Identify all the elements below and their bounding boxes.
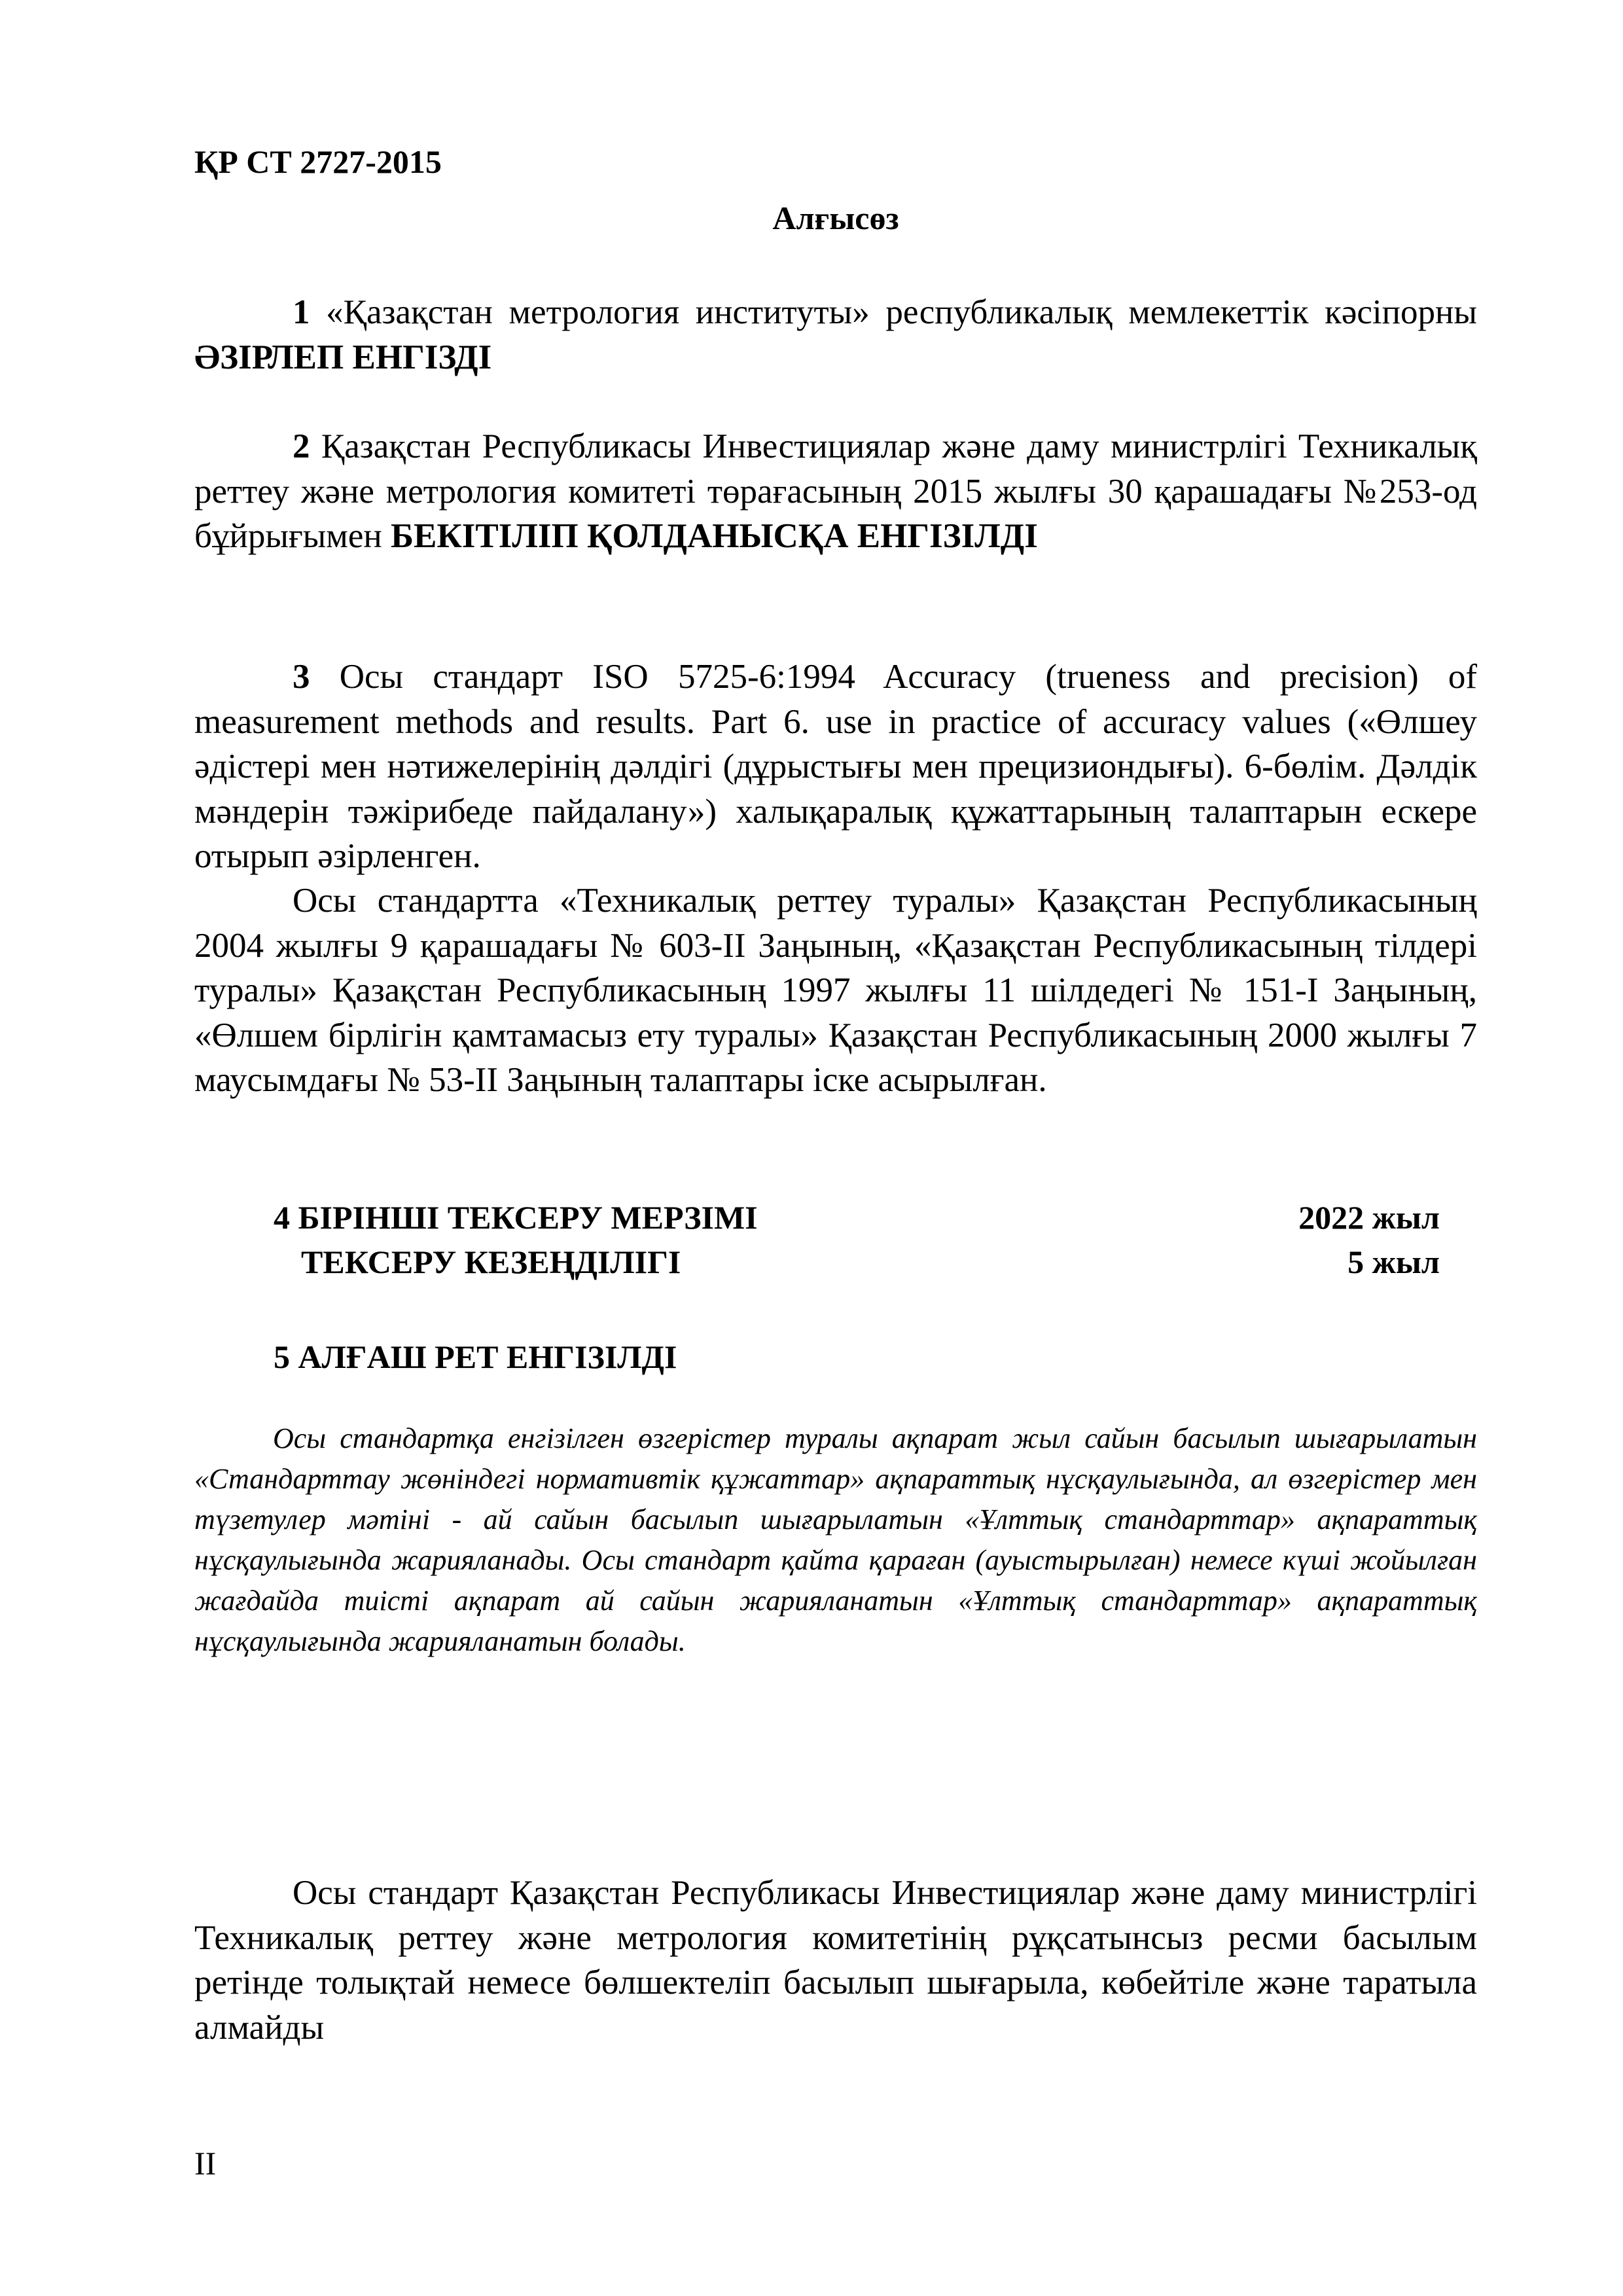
item-3-legal-paragraph: Осы стандартта «Техникалық реттеу туралы» Қазақстан Республикасының 2004 жылғы 9 қарашадағы № 603-II Заңының, «Қазақстан Республикасының тілдері туралы» Қазақстан Республикасының 1997 жылғы 11 шілдедегі № 151-I Заңының, «Өлшем бірлігін қамтамасыз ету туралы» Қазақстан Республикасының 2000 жылғы 7 маусымдағы № 53-II Заңының талаптары іске асырылған.: [194, 882, 1477, 1099]
page-number: II: [194, 2145, 217, 2181]
first-check-row: [274, 1194, 1440, 1240]
item-1-number: 1: [293, 293, 310, 331]
first-check-label: 4 БІРІНШІ ТЕКСЕРУ МЕРЗІМІ: [274, 1199, 758, 1236]
item-3-number: 3: [293, 658, 310, 696]
item-1-text: «Қазақстан метрология институты» республикалық мемлекеттік кәсіпорны: [326, 293, 1477, 331]
item-2-text: Қазақстан Республикасы Инвестициялар және даму министрлігі Техникалық реттеу және метрология комитеті төрағасының 2015 жылғы 30 қарашадағы №253-од бұйрығымен: [194, 427, 1478, 555]
item-2-paragraph: [194, 424, 1477, 559]
check-period-row: [274, 1239, 1440, 1285]
document-code: ҚР СТ 2727-2015: [194, 143, 442, 180]
changes-note: Осы стандартқа енгізілген өзгерістер туралы ақпарат жыл сайын басылып шығарылатын «Стандарттау жөніндегі нормативтік құжаттар» ақпараттық нұсқаулығында, ал өзгерістер мен түзетулер мәтіні - ай сайын басылып шығарылатын «Ұлттық стандарттар» ақпараттық нұсқаулығында жарияланады. Осы стандарт қайта қараған (ауыстырылған) немесе күші жойылған жағдайда тиісті ақпарат ай сайын жарияланатын «Ұлттық стандарттар» ақпараттық нұсқаулығында жарияланатын болады.: [194, 1422, 1477, 1657]
check-period-label: ТЕКСЕРУ КЕЗЕҢДІЛІГІ: [301, 1244, 681, 1280]
item-1-paragraph: [194, 290, 1477, 380]
copyright-paragraph: Осы стандарт Қазақстан Республикасы Инвестициялар және даму министрлігі Техникалық реттеу және метрология комитетінің рұқсатынсыз ресми басылым ретінде толықтай немесе бөлшектеліп басылып шығарыла, көбейтіле және таратыла алмайды: [194, 1874, 1477, 2047]
item-3-text: Осы стандарт ISO 5725-6:1994 Accuracy (trueness and precision) of measurement methods and results. Part 6. use in practice of accuracy values («Өлшеу әдістері мен нәтижелерінің дәлдігі (дұрыстығы мен прецизиондығы). 6-бөлім. Дәлдік мәндерін тәжірибеде пайдалану») халықаралық құжаттарының талаптарын ескере отырып әзірленген.: [194, 658, 1478, 875]
item-2-emphasis: БЕКІТІЛІП ҚОЛДАНЫСҚА ЕНГІЗІЛДІ: [390, 517, 1038, 555]
foreword-heading: Алғысөз: [772, 200, 899, 236]
first-check-value: 2022 жыл: [1298, 1199, 1440, 1236]
item-2-number: 2: [293, 427, 310, 465]
item-5-heading: 5 АЛҒАШ РЕТ ЕНГІЗІЛДІ: [274, 1338, 677, 1375]
item-3-paragraph: [194, 655, 1477, 879]
item-1-emphasis: ӘЗІРЛЕП ЕНГІЗДІ: [194, 338, 492, 376]
check-period-value: 5 жыл: [1347, 1244, 1440, 1280]
